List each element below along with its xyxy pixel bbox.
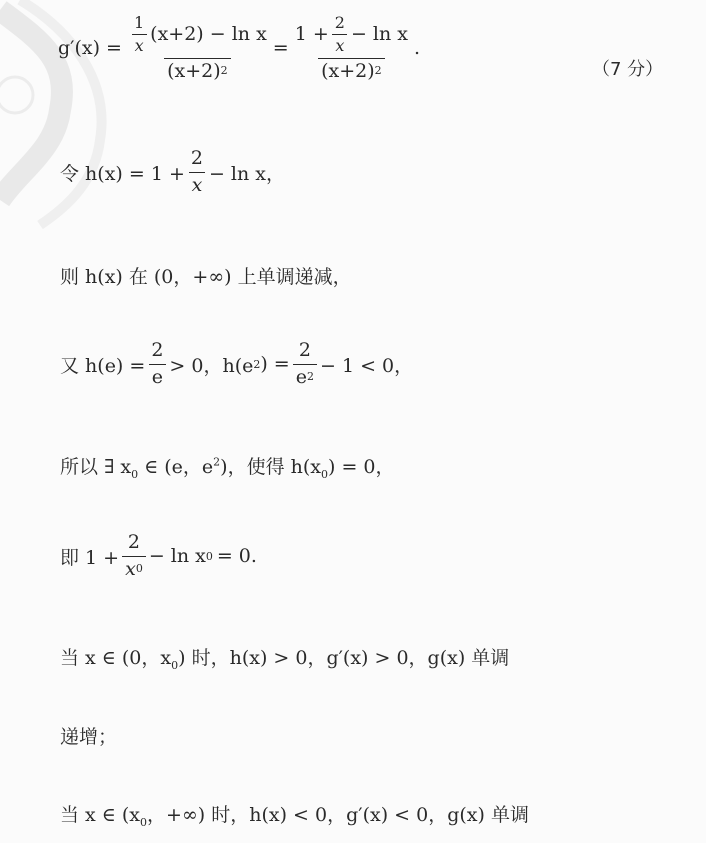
define-h-line [60, 148, 285, 197]
inner-fraction-1-over-x [131, 14, 147, 56]
numerator: 2 [127, 531, 140, 553]
equals-zero-text: ) = 0， [328, 456, 395, 478]
denominator: e [149, 364, 166, 389]
h-e2-equals: ) = [260, 353, 290, 376]
inner-numerator: 2 [334, 13, 345, 32]
h-values-line [60, 340, 413, 389]
interval-text: ∈ (e，e [144, 456, 214, 478]
equals-sign: = [272, 37, 289, 60]
period: . [414, 37, 421, 60]
derivative-fraction-1 [125, 14, 270, 83]
fraction-2-numerator-a: 1 + [294, 22, 329, 45]
define-h-suffix: − ln x， [208, 162, 285, 185]
denominator: x [125, 557, 136, 580]
subscript: 0 [171, 658, 179, 672]
subscript: 0 [131, 467, 139, 481]
fraction-2-over-e [148, 340, 166, 389]
such-that-text: )，使得 h(x [220, 456, 321, 478]
root-eq-prefix: 即 1 + [60, 546, 120, 569]
score-label: （7 分） [592, 59, 664, 80]
denominator: e [295, 365, 307, 388]
fraction-2-over-e-squared [293, 340, 317, 389]
interval-conclusion: ，+∞) 时，h(x) < 0，g′(x) < 0，g(x) 单调 [147, 804, 529, 826]
fraction-2-numerator-rest: − ln x [350, 22, 408, 45]
denominator: x [189, 172, 206, 197]
inner-denominator: x [132, 34, 147, 55]
numerator: 2 [151, 339, 164, 361]
root-eq-ln: − ln x [148, 545, 206, 568]
interval-prefix: 当 x ∈ (0，x [60, 647, 172, 669]
root-eq-suffix: = 0. [216, 545, 257, 568]
inner-fraction-2-over-x [332, 14, 348, 56]
decreasing-interval-line [60, 800, 529, 829]
subscript: 0 [321, 467, 328, 481]
define-h-prefix: 令 h(x) = 1 + [60, 162, 185, 185]
subscript: 0 [135, 562, 143, 576]
monotonic-decreasing-line: 则 h(x) 在 (0，+∞) 上单调递减， [60, 266, 352, 288]
inner-denominator: x [332, 34, 347, 55]
fraction-2-denominator: (x+2) [321, 59, 375, 82]
exponent: 2 [213, 455, 221, 469]
h-e-comparison: > 0，h(e [169, 354, 254, 377]
derivative-fraction-2 [292, 14, 411, 83]
existence-line [60, 452, 395, 481]
exponent: 2 [253, 357, 261, 371]
subscript: 0 [205, 549, 213, 563]
derivative-equation-line [58, 14, 420, 83]
fraction-1-numerator-rest: (x+2) − ln x [150, 22, 267, 45]
exponent: 2 [306, 370, 314, 384]
subscript: 0 [140, 815, 148, 829]
interval-prefix: 当 x ∈ (x [60, 804, 141, 826]
derivative-lhs: g′(x) = [58, 37, 122, 60]
fraction-1-denominator: (x+2) [167, 59, 221, 82]
interval-conclusion: ) 时，h(x) > 0，g′(x) > 0，g(x) 单调 [178, 647, 510, 669]
increasing-word-line: 递增； [60, 726, 118, 748]
existence-prefix: 所以 ∃ x [60, 456, 132, 478]
numerator: 2 [190, 147, 203, 169]
fraction-2-denominator-power: 2 [374, 64, 382, 78]
root-equation-line [60, 532, 257, 581]
increasing-interval-line [60, 643, 509, 672]
inner-numerator: 1 [133, 13, 145, 32]
fraction-1-denominator-power: 2 [220, 64, 228, 78]
h-e-prefix: 又 h(e) = [60, 354, 146, 377]
h-e2-comparison: − 1 < 0， [319, 354, 414, 377]
fraction-2-over-x0 [122, 532, 146, 581]
numerator: 2 [298, 339, 311, 361]
fraction-2-over-x [188, 148, 206, 197]
